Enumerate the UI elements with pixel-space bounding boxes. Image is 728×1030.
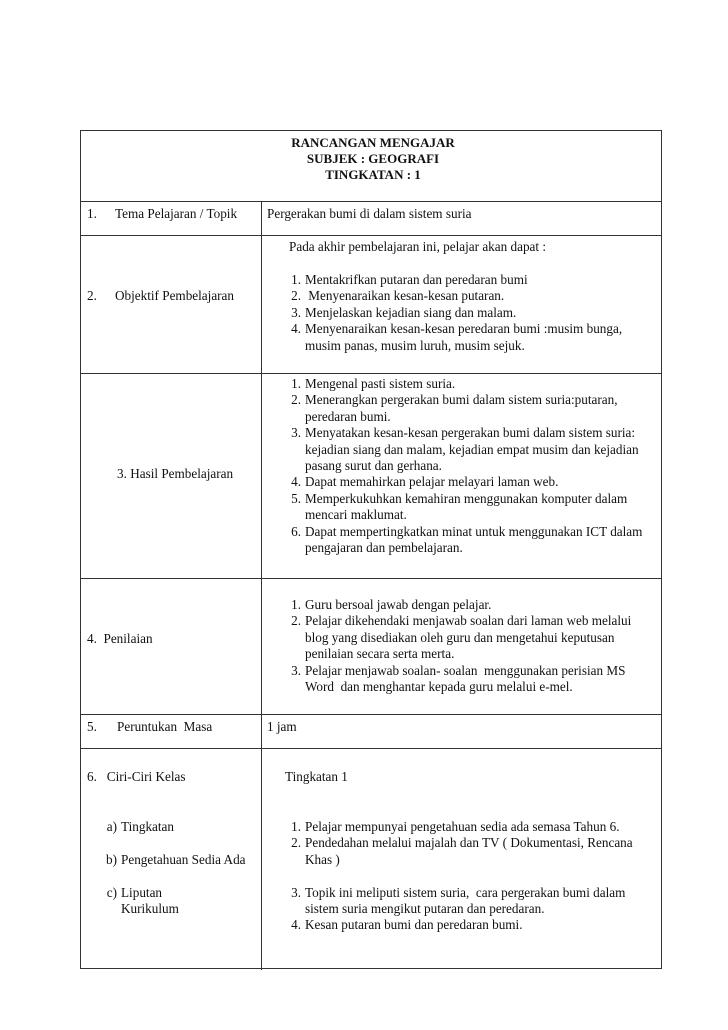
row-duration (81, 714, 661, 749)
row-number: 2. (87, 288, 97, 303)
row-label: 4. Penilaian (87, 631, 153, 646)
list-item: 1. Mentakrifkan putaran dan peredaran bumi (291, 272, 528, 287)
outcomes-list (281, 376, 655, 556)
doc-title: RANCANGAN MENGAJAR (291, 135, 455, 150)
list-item: 4. Menyenaraikan kesan-kesan peredaran bumi :musim bunga, musim panas, musim luruh, musim sejuk. (291, 321, 623, 353)
row-value: 1 jam (267, 719, 297, 734)
row-topic (81, 201, 661, 236)
list-item: 2. Pelajar dikehendaki menjawab soalan dari laman web melalui blog yang disediakan oleh guru dan mengetahui keputusan penilaian secara serta merta. (291, 613, 632, 662)
list-item: 6. Dapat mempertingkatkan minat untuk menggunakan ICT dalam pengajaran dan pembelajaran. (291, 523, 643, 556)
lesson-plan-table (80, 130, 662, 969)
row-outcomes (81, 373, 661, 579)
list-item: 1. Guru bersoal jawab dengan pelajar. (291, 597, 492, 612)
doc-subject: SUBJEK : GEOGRAFI (306, 151, 440, 166)
row-label: Peruntukan Masa (117, 719, 213, 734)
list-item: 2. Menyenaraikan kesan-kesan putaran. (291, 288, 505, 304)
row-label: Tema Pelajaran / Topik (115, 206, 238, 221)
row-label: Objektif Pembelajaran (115, 288, 235, 303)
row-label: 6. Ciri-Ciri Kelas (87, 769, 186, 784)
list-item: 1. Pelajar mempunyai pengetahuan sedia ada semasa Tahun 6. (291, 819, 620, 834)
list-item: 2. Pendedahan melalui majalah dan TV ( Dokumentasi, Rencana Khas ) (291, 835, 633, 867)
list-item: a) Tingkatan (106, 819, 175, 834)
characteristics-list (281, 819, 655, 934)
list-item: 3. Menyatakan kesan-kesan pergerakan bumi dalam sistem suria: kejadian siang dan malam, kejadian empat musim dan kejadian pasang surut dan gerhana. (291, 425, 639, 474)
row-value: Pergerakan bumi di dalam sistem suria (267, 206, 472, 221)
row-class-characteristics (81, 748, 661, 970)
assessment-list (281, 597, 655, 695)
row-number: 5. (87, 719, 97, 734)
objectives-list (281, 272, 655, 354)
row-number: 1. (87, 206, 97, 221)
list-item: 4. Kesan putaran bumi dan peredaran bumi. (291, 917, 523, 933)
list-item: 4. Dapat memahirkan pelajar melayari laman web. (291, 474, 559, 490)
list-item: b) Pengetahuan Sedia Ada (106, 851, 246, 867)
list-item: 3. Topik ini meliputi sistem suria, cara pergerakan bumi dalam sistem suria mengikut putaran dan peredaran. (291, 884, 629, 917)
row-label: 3. Hasil Pembelajaran (117, 466, 234, 481)
list-item: c) Liputan Kurikulum (106, 884, 179, 916)
list-item: 5. Memperkukuhkan kemahiran menggunakan komputer dalam mencari maklumat. (291, 490, 628, 523)
list-item: 3. Pelajar menjawab soalan- soalan menggunakan perisian MS Word dan menghantar kepada guru melalui e-mel. (291, 662, 629, 695)
list-item: 2. Menerangkan pergerakan bumi dalam sistem suria:putaran, peredaran bumi. (291, 392, 618, 424)
characteristics-sublist (97, 819, 255, 917)
objectives-intro: Pada akhir pembelajaran ini, pelajar akan dapat : (289, 239, 547, 254)
list-item: 1. Mengenal pasti sistem suria. (291, 376, 456, 391)
list-item: 3. Menjelaskan kejadian siang dan malam. (291, 304, 517, 320)
header-row (81, 131, 661, 201)
row-assessment (81, 578, 661, 715)
doc-level: TINGKATAN : 1 (325, 167, 421, 182)
row-objectives (81, 235, 661, 374)
row-value: Tingkatan 1 (285, 769, 348, 784)
